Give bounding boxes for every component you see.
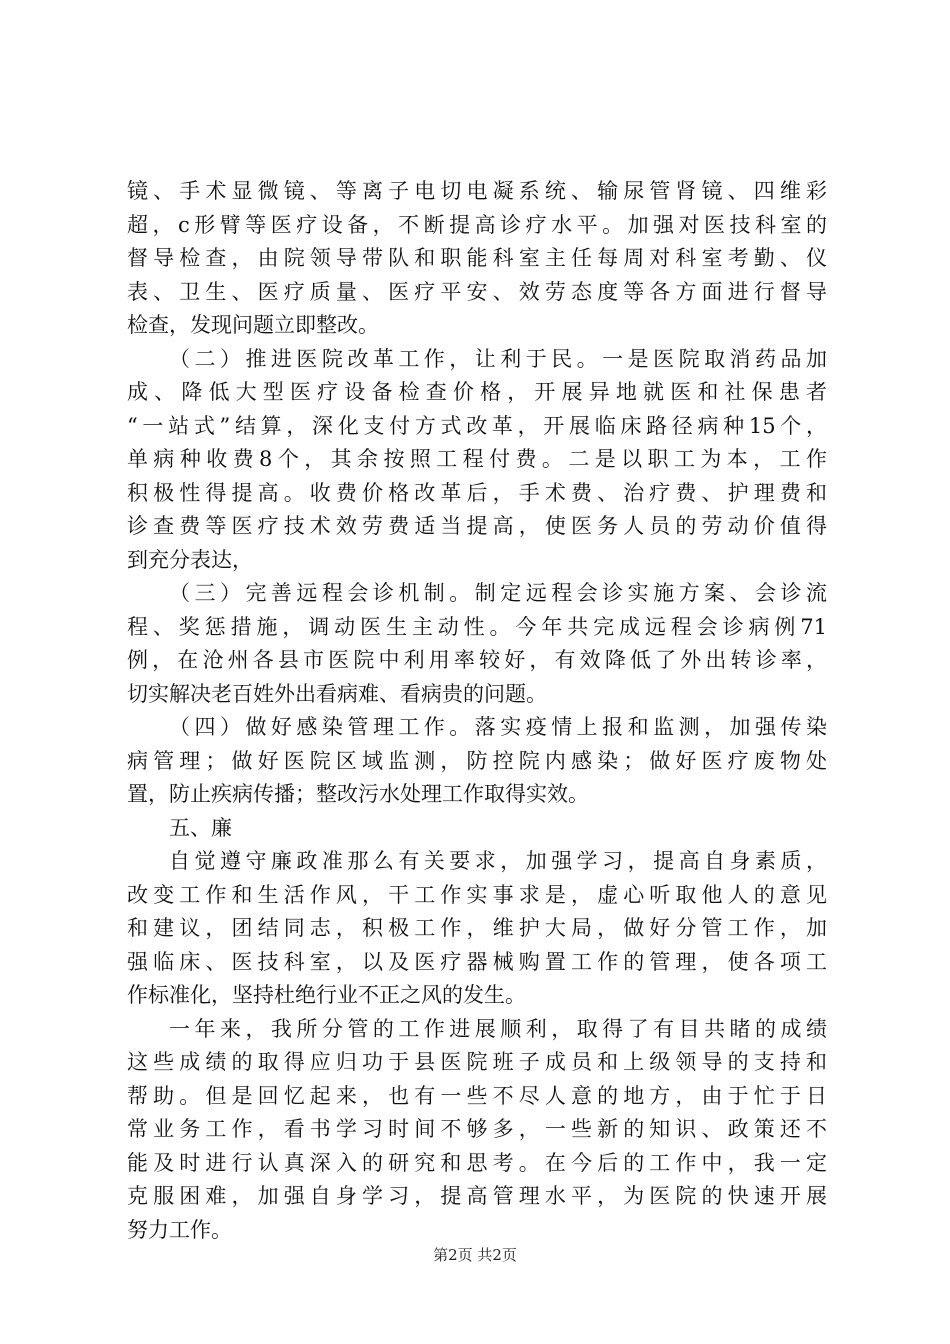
text-line: 成、降低大型医疗设备检查价格，开展异地就医和社保患者 [127, 380, 827, 404]
text-line: 例，在沧州各县市医院中利用率较好，有效降低了外出转诊率， [127, 648, 827, 672]
text-line: 置，防止疾病传播；整改污水处理工作取得实效。 [127, 782, 589, 806]
text-line: 常业务工作，看书学习时间不够多，一些新的知识、政策还不 [127, 1117, 827, 1141]
page-footer: 第2页 共2页 [433, 1246, 517, 1264]
text-line: 病管理；做好医院区域监测，防控院内感染；做好医疗废物处 [127, 748, 827, 773]
text-line: 超，c形臂等医疗设备，不断提高诊疗水平。加强对医技科室的 [127, 212, 827, 237]
document-body [127, 175, 827, 1247]
text-line: 程、奖惩措施，调动医生主动性。今年共完成远程会诊病例71 [127, 614, 827, 639]
text-line: 这些成绩的取得应归功于县医院班子成员和上级领导的支持和 [127, 1050, 827, 1074]
text-line: 帮助。但是回忆起来，也有一些不尽人意的地方，由于忙于日 [127, 1083, 827, 1108]
text-line: 强临床、医技科室，以及医疗器械购置工作的管理，使各项工 [127, 949, 827, 974]
text-line: 作标准化，坚持杜绝行业不正之风的发生。 [127, 983, 526, 1007]
text-line: 积极性得提高。收费价格改革后，手术费、治疗费、护理费和 [127, 480, 827, 505]
text-line: 到充分表达， [127, 547, 253, 572]
text-line: 五、廉 [169, 815, 232, 840]
text-line: 一年来，我所分管的工作进展顺利，取得了有目共睹的成绩 [169, 1016, 827, 1041]
text-line: 诊查费等医疗技术效劳费适当提高，使医务人员的劳动价值得 [127, 514, 827, 538]
text-line: 克服困难，加强自身学习，提高管理水平，为医院的快速开展 [127, 1184, 827, 1208]
text-line: 单病种收费8个，其余按照工程付费。二是以职工为本，工作 [127, 447, 827, 471]
text-line: 督导检查，由院领导带队和职能科室主任每周对科室考勤、仪 [127, 246, 827, 270]
text-line: 努力工作。 [127, 1217, 232, 1242]
text-line: 能及时进行认真深入的研究和思考。在今后的工作中，我一定 [127, 1150, 827, 1175]
text-line: 检查，发现问题立即整改。 [127, 313, 379, 337]
text-line: （四）做好感染管理工作。落实疫情上报和监测，加强传染 [169, 715, 827, 739]
text-line: “一站式”结算，深化支付方式改革，开展临床路径病种15个， [127, 413, 827, 438]
text-line: 改变工作和生活作风，干工作实事求是，虚心听取他人的意见 [127, 882, 827, 907]
text-line: 切实解决老百姓外出看病难、看病贵的问题。 [127, 681, 547, 706]
text-line: 表、卫生、医疗质量、医疗平安、效劳态度等各方面进行督导 [127, 279, 827, 304]
text-line: （二）推进医院改革工作，让利于民。一是医院取消药品加 [169, 346, 827, 371]
text-line: 镜、手术显微镜、等离子电切电凝系统、输尿管肾镜、四维彩 [127, 179, 827, 203]
text-line: 自觉遵守廉政准那么有关要求，加强学习，提高自身素质， [169, 849, 827, 873]
text-line: 和建议，团结同志，积极工作，维护大局，做好分管工作，加 [127, 916, 827, 940]
text-line: （三）完善远程会诊机制。制定远程会诊实施方案、会诊流 [169, 581, 827, 605]
